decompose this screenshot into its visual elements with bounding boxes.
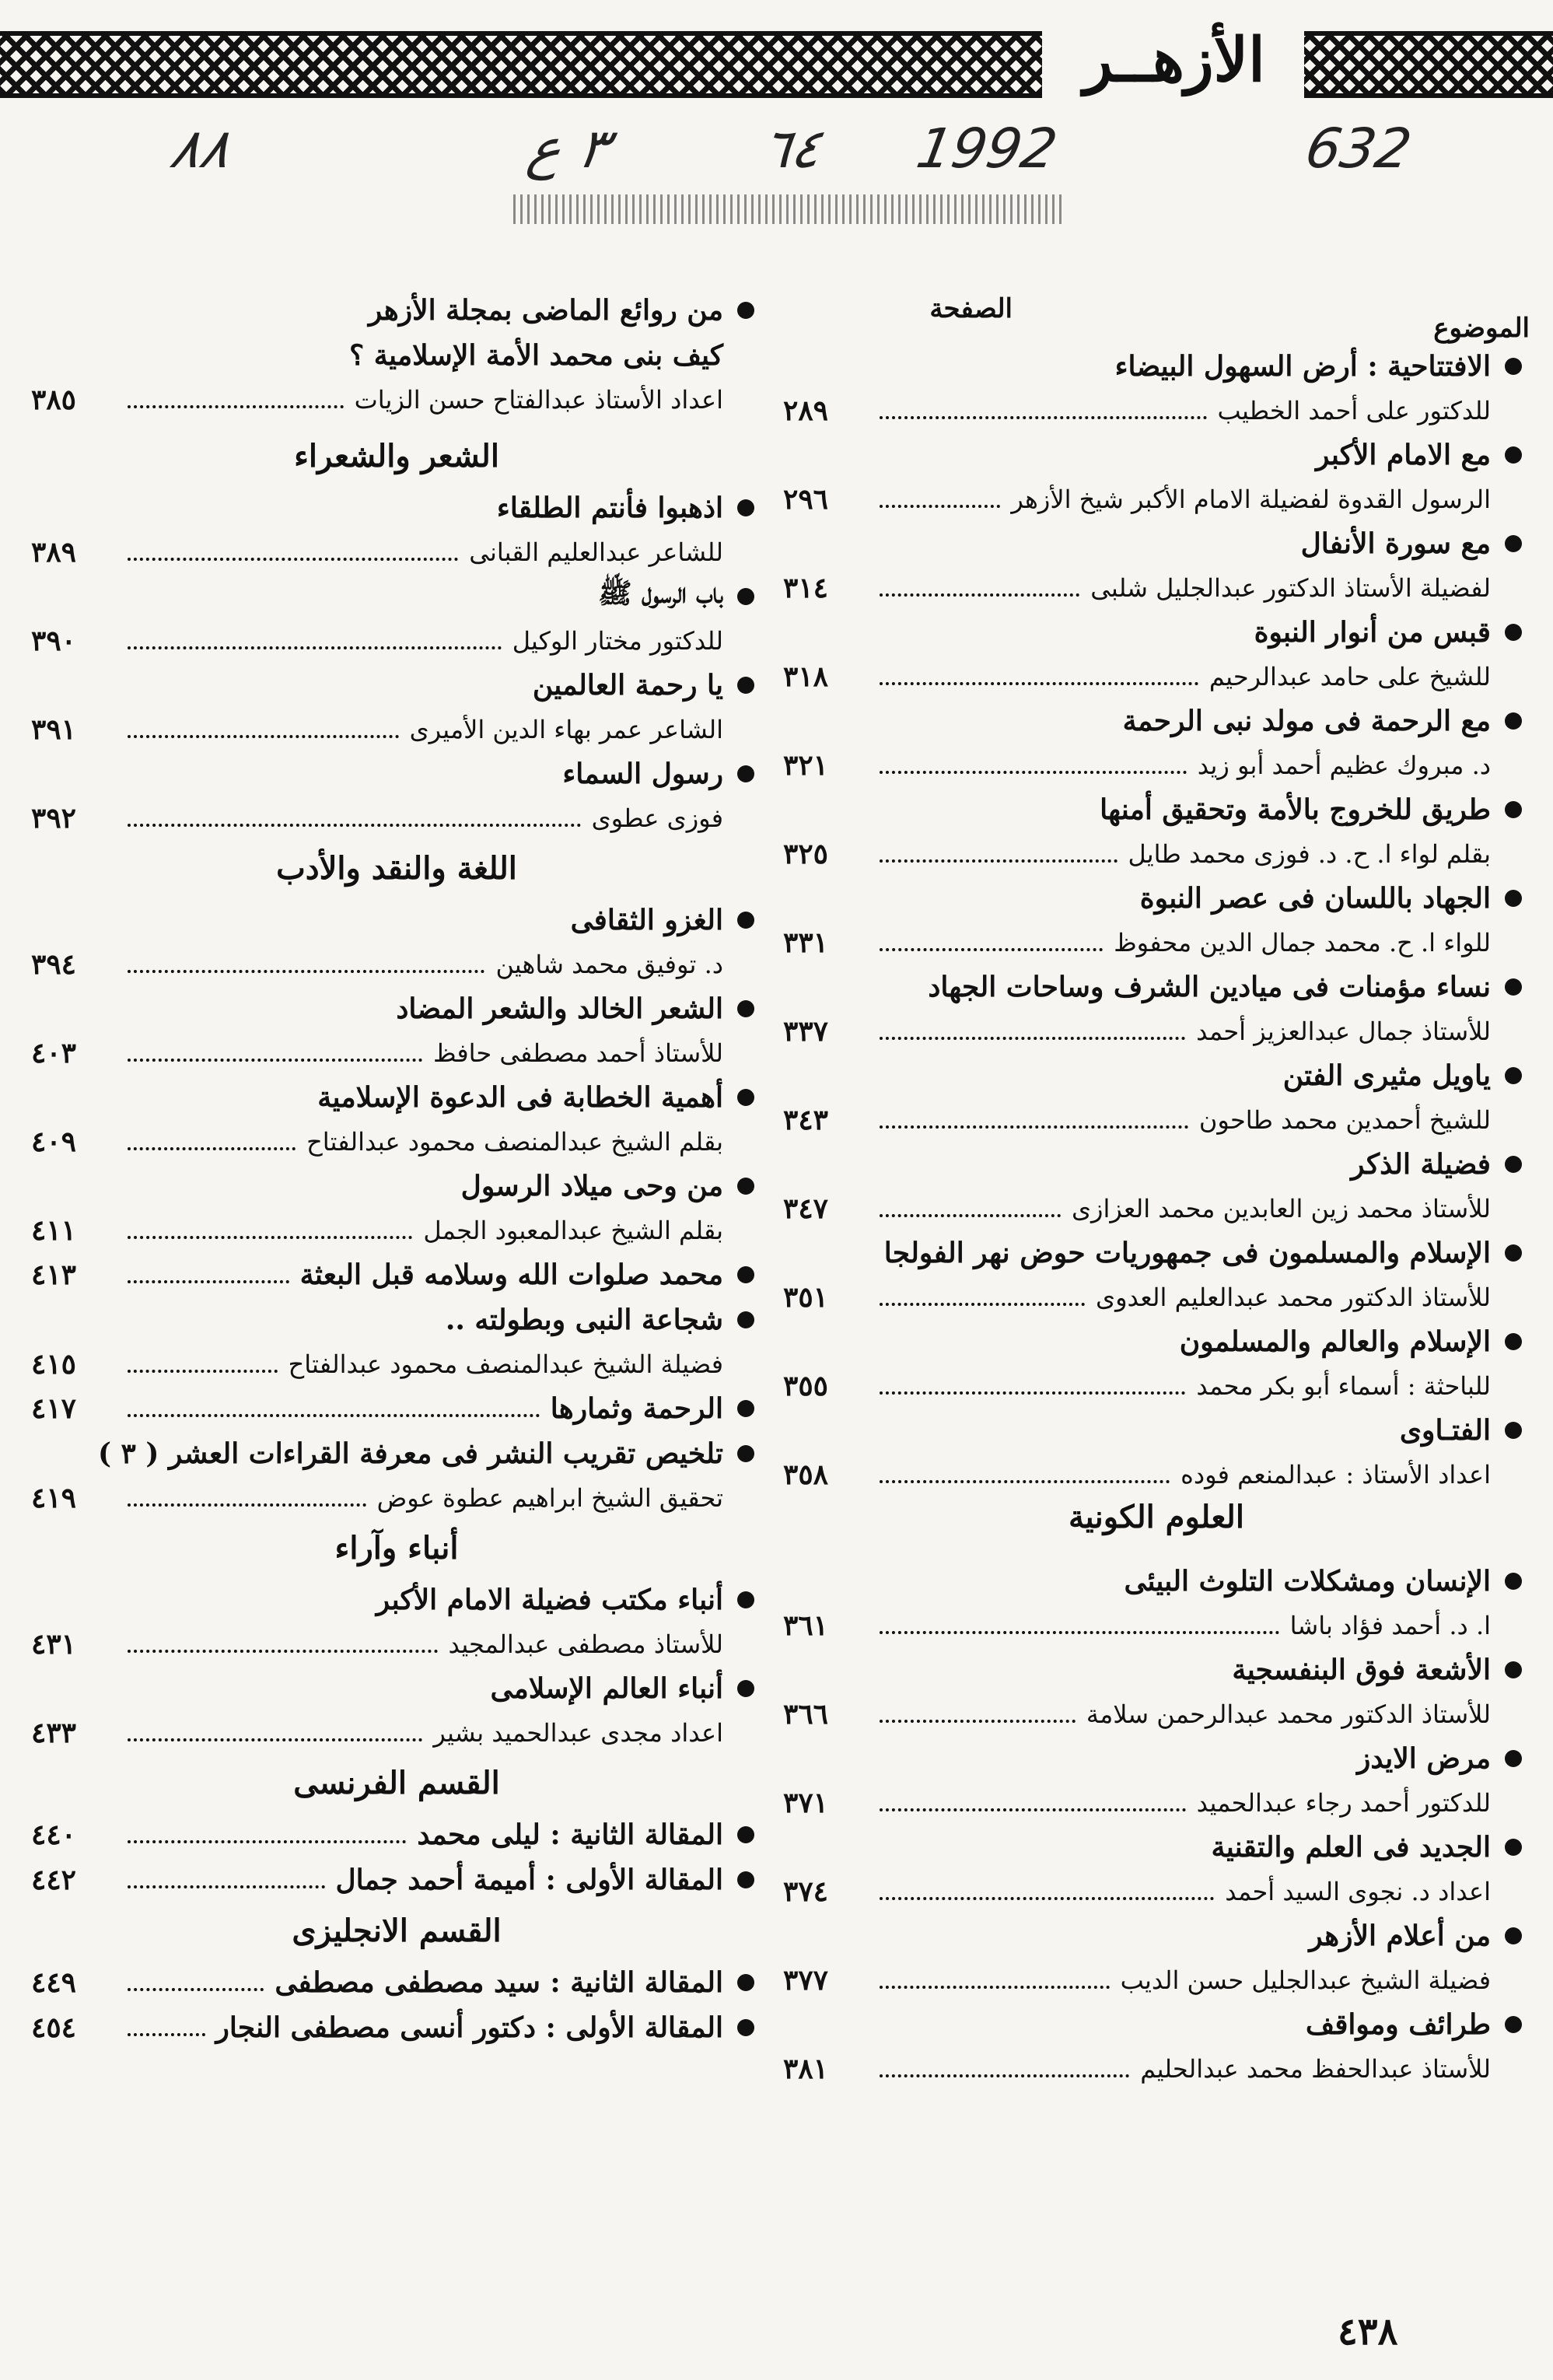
entry-title: اذهبوا فأنتم الطلقاء xyxy=(496,492,723,524)
toc-list xyxy=(783,344,1530,1496)
handwritten-note: ٣ ع xyxy=(523,117,614,180)
toc-entry xyxy=(783,964,1530,1053)
entry-title: مع الرحمة فى مولد نبى الرحمة xyxy=(1122,705,1491,737)
entry-author: للشاعر عبدالعليم القبانى xyxy=(469,537,723,567)
entry-page: ٣٩٠ xyxy=(31,625,77,657)
bullet-icon xyxy=(1505,2016,1522,2033)
entry-title: الفتـاوى xyxy=(1399,1414,1491,1447)
entry-author: للدكتور مختار الوكيل xyxy=(512,626,723,656)
entry-author: تحقيق الشيخ ابراهيم عطوة عوض xyxy=(376,1483,723,1513)
section-heading: أنباء وآراء xyxy=(334,1530,459,1566)
entry-page: ٣١٨ xyxy=(783,660,829,693)
entry-title: باب الرسول ﷺ xyxy=(598,577,723,610)
bullet-icon xyxy=(737,1680,754,1697)
leader-dots xyxy=(880,668,1198,685)
entry-page: ٤٣٣ xyxy=(31,1717,77,1749)
entry-page: ٣٩٢ xyxy=(31,802,77,835)
toc-entry xyxy=(783,1825,1530,1913)
leader-dots xyxy=(128,810,581,827)
bullet-icon xyxy=(1505,890,1522,907)
leader-dots xyxy=(880,491,1000,508)
bullet-icon xyxy=(737,1445,754,1462)
toc-entry xyxy=(783,1230,1530,1319)
toc-list xyxy=(31,1960,762,2050)
entry-author: للشيخ على حامد عبدالرحيم xyxy=(1208,662,1491,691)
entry-author: لفضيلة الأستاذ الدكتور عبدالجليل شلبى xyxy=(1090,573,1491,603)
toc-entry xyxy=(31,288,762,422)
entry-title: الجديد فى العلم والتقنية xyxy=(1211,1831,1491,1864)
leader-dots xyxy=(880,579,1079,597)
entry-page: ٣٩٤ xyxy=(31,948,77,981)
toc-entry xyxy=(783,1319,1530,1408)
entry-page: ٣٢٥ xyxy=(783,838,829,870)
leader-dots xyxy=(880,757,1187,774)
entry-page: ٣٩١ xyxy=(31,713,77,746)
entry-page: ٤٤٢ xyxy=(31,1864,77,1896)
entry-title: مع سورة الأنفال xyxy=(1300,527,1491,560)
entry-author: اعداد مجدى عبدالحميد بشير xyxy=(433,1718,723,1748)
entry-author: للواء ا. ح. محمد جمال الدين محفوظ xyxy=(1114,928,1491,957)
toc-entry xyxy=(31,986,762,1075)
entry-author: اعداد الأستاذ عبدالفتاح حسن الزيات xyxy=(354,385,723,415)
bullet-icon xyxy=(1505,1422,1522,1439)
toc-entry xyxy=(31,898,762,986)
toc-entry xyxy=(783,1913,1530,2002)
toc-entry xyxy=(31,663,762,751)
masthead-title: الأزهــر xyxy=(1083,25,1265,96)
entry-page: ٣٦١ xyxy=(783,1609,829,1642)
entry-page: ٣٣١ xyxy=(783,926,829,959)
leader-dots xyxy=(128,1974,264,1991)
toc-entry xyxy=(31,1577,762,1666)
toc-entry xyxy=(783,344,1530,432)
entry-author: د. توفيق محمد شاهين xyxy=(495,950,723,979)
entry-page: ٣٧٤ xyxy=(783,1875,829,1908)
entry-title: طريق للخروج بالأمة وتحقيق أمنها xyxy=(1100,793,1491,826)
bullet-icon xyxy=(1505,1927,1522,1944)
entry-title: الجهاد باللسان فى عصر النبوة xyxy=(1139,882,1491,915)
bullet-icon xyxy=(737,1266,754,1283)
leader-dots xyxy=(880,1200,1061,1217)
toc-entry xyxy=(31,1812,762,1857)
toc-list xyxy=(31,898,762,1520)
entry-subtitle: كيف بنى محمد الأمة الإسلامية ؟ xyxy=(349,339,723,372)
entry-author: للأستاذ محمد زين العابدين محمد العزازى xyxy=(1072,1194,1491,1223)
leader-dots xyxy=(880,1466,1170,1483)
entry-author: الرسول القدوة لفضيلة الامام الأكبر شيخ الأزهر xyxy=(1011,485,1491,514)
bullet-icon xyxy=(1505,801,1522,818)
bullet-icon xyxy=(1505,1661,1522,1678)
entry-title: من وحى ميلاد الرسول xyxy=(460,1170,723,1202)
bullet-icon xyxy=(737,2019,754,2036)
entry-author: للأستاذ عبدالحفظ محمد عبدالحليم xyxy=(1140,2054,1491,2084)
entry-title: تلخيص تقريب النشر فى معرفة القراءات العشر ( ٣ ) xyxy=(97,1437,723,1470)
topic-header: الموضوع xyxy=(1433,313,1530,344)
bullet-icon xyxy=(737,1826,754,1843)
entry-page: ٣١٤ xyxy=(783,572,829,604)
entry-author: للأستاذ جمال عبدالعزيز أحمد xyxy=(1196,1017,1491,1046)
bullet-icon xyxy=(1505,712,1522,730)
toc-entry xyxy=(783,1142,1530,1230)
entry-page: ٣٨٩ xyxy=(31,536,77,569)
entry-page: ٤٥٤ xyxy=(31,2011,77,2044)
entry-title: شجاعة النبى وبطولته .. xyxy=(445,1304,723,1336)
entry-title: قبس من أنوار النبوة xyxy=(1254,616,1491,649)
bullet-icon xyxy=(737,1974,754,1991)
entry-title: أهمية الخطابة فى الدعوة الإسلامية xyxy=(317,1081,723,1114)
bullet-icon xyxy=(737,1400,754,1417)
leader-dots xyxy=(128,1400,540,1417)
toc-entry xyxy=(31,1666,762,1755)
entry-title: المقالة الأولى : أميمة أحمد جمال xyxy=(335,1864,723,1896)
bullet-icon xyxy=(737,1089,754,1106)
bullet-icon xyxy=(737,1591,754,1608)
entry-author: للباحثة : أسماء أبو بكر محمد xyxy=(1196,1371,1491,1401)
bullet-icon xyxy=(737,1178,754,1195)
toc-entry xyxy=(31,2005,762,2050)
leader-dots xyxy=(880,934,1103,951)
toc-entry xyxy=(31,1960,762,2005)
leader-dots xyxy=(880,1794,1186,1811)
toc-entry xyxy=(783,1647,1530,1736)
toc-list xyxy=(31,1812,762,1902)
leader-dots xyxy=(880,1617,1279,1634)
entry-title: من روائع الماضى بمجلة الأزهر xyxy=(368,294,723,327)
entry-title: من أعلام الأزهر xyxy=(1309,1920,1491,1952)
toc-entry xyxy=(31,1164,762,1252)
bullet-icon xyxy=(1505,1244,1522,1262)
toc-entry xyxy=(783,1053,1530,1142)
toc-entry xyxy=(31,1252,762,1297)
bullet-icon xyxy=(737,1871,754,1888)
entry-title: فضيلة الذكر xyxy=(1351,1148,1491,1181)
entry-title: نساء مؤمنات فى ميادين الشرف وساحات الجهاد xyxy=(928,971,1491,1003)
toc-entry xyxy=(783,1559,1530,1647)
leader-dots xyxy=(128,1724,422,1741)
leader-dots xyxy=(128,1489,366,1507)
page-number: ٤٣٨ xyxy=(1338,2310,1398,2354)
toc-right-column xyxy=(783,289,1530,2091)
toc-entry xyxy=(31,1431,762,1520)
entry-page: ٣٧١ xyxy=(783,1787,829,1819)
toc-entry xyxy=(783,876,1530,964)
entry-author: فضيلة الشيخ عبدالجليل حسن الديب xyxy=(1120,1965,1491,1995)
entry-page: ٣٥٨ xyxy=(783,1458,829,1491)
leader-dots xyxy=(128,1222,412,1239)
handwritten-note: ٨٨ xyxy=(165,117,236,180)
entry-author: للدكتور أحمد رجاء عبدالحميد xyxy=(1196,1788,1491,1818)
entry-author: الشاعر عمر بهاء الدين الأميرى xyxy=(409,715,723,744)
section-heading: اللغة والنقد والأدب xyxy=(276,850,517,887)
leader-dots xyxy=(880,1706,1076,1723)
entry-author: فوزى عطوى xyxy=(591,803,723,833)
entry-title: المقالة الثانية : ليلى محمد xyxy=(417,1818,723,1851)
bullet-icon xyxy=(737,765,754,782)
entry-title: الإسلام والمسلمون فى جمهوريات حوض نهر الفولجا xyxy=(883,1237,1491,1269)
bullet-icon xyxy=(1505,978,1522,996)
toc-list xyxy=(31,1577,762,1755)
entry-title: طرائف ومواقف xyxy=(1305,2008,1491,2041)
toc-entry xyxy=(31,751,762,840)
entry-title: الرحمة وثمارها xyxy=(550,1392,723,1425)
bullet-icon xyxy=(1505,358,1522,375)
entry-page: ٣٤٣ xyxy=(783,1104,829,1136)
entry-author: د. مبروك عظيم أحمد أبو زيد xyxy=(1197,751,1491,780)
entry-author: بقلم الشيخ عبدالمعبود الجمل xyxy=(423,1216,723,1245)
entry-title: ياويل مثيرى الفتن xyxy=(1282,1059,1491,1092)
entry-page: ٣٤٧ xyxy=(783,1192,829,1225)
entry-page: ٣٦٦ xyxy=(783,1698,829,1731)
entry-author: ا. د. أحمد فؤاد باشا xyxy=(1289,1611,1491,1640)
entry-title: الأشعة فوق البنفسجية xyxy=(1232,1654,1491,1686)
entry-author: بقلم لواء ا. ح. د. فوزى محمد طايل xyxy=(1128,839,1491,869)
toc-list xyxy=(783,1559,1530,2091)
entry-page: ٤٤٠ xyxy=(31,1818,77,1851)
leader-dots xyxy=(128,1636,438,1653)
decorative-border-right xyxy=(1304,31,1553,98)
leader-dots xyxy=(128,1356,278,1373)
handwritten-note: 1992 xyxy=(911,117,1062,180)
entry-page: ٤٠٩ xyxy=(31,1125,77,1158)
leader-dots xyxy=(880,1023,1185,1040)
toc-entry xyxy=(31,485,762,574)
bullet-icon xyxy=(1505,1750,1522,1767)
handwritten-note: ٦٤ xyxy=(756,117,827,180)
toc-entry xyxy=(783,521,1530,610)
column-headers xyxy=(783,289,1530,344)
toc-entry xyxy=(783,1408,1530,1496)
toc-entry xyxy=(31,574,762,663)
entry-page: ٤١٩ xyxy=(31,1482,77,1514)
decorative-border-left xyxy=(0,31,1042,98)
entry-page: ٢٩٦ xyxy=(783,483,829,516)
leader-dots xyxy=(880,1972,1110,1989)
entry-author: اعداد الأستاذ : عبدالمنعم فوده xyxy=(1180,1460,1491,1489)
toc-entry xyxy=(783,432,1530,521)
leader-dots xyxy=(128,1871,325,1888)
entry-page: ٤٤٩ xyxy=(31,1966,77,1999)
leader-dots xyxy=(128,632,502,649)
entry-page: ٣٨١ xyxy=(783,2053,829,2085)
handwritten-note: 632 xyxy=(1300,117,1416,180)
entry-author: للأستاذ الدكتور محمد عبدالرحمن سلامة xyxy=(1086,1699,1491,1729)
toc-entry xyxy=(31,1386,762,1431)
bullet-icon xyxy=(1505,1333,1522,1350)
toc-list xyxy=(31,485,762,840)
entry-page: ٤١٣ xyxy=(31,1258,77,1291)
leader-dots xyxy=(128,391,344,408)
bullet-icon xyxy=(1505,1067,1522,1084)
bullet-icon xyxy=(737,588,754,605)
leader-dots xyxy=(880,1111,1188,1129)
toc-entry xyxy=(31,1297,762,1386)
section-heading: العلوم الكونية xyxy=(1069,1499,1244,1535)
toc-entry xyxy=(783,610,1530,698)
bullet-icon xyxy=(737,499,754,516)
entry-title: المقالة الأولى : دكتور أنسى مصطفى النجار xyxy=(215,2011,723,2044)
entry-title: يا رحمة العالمين xyxy=(532,669,723,702)
entry-title: أنباء مكتب فضيلة الامام الأكبر xyxy=(376,1584,723,1616)
section-heading: القسم الانجليزى xyxy=(292,1913,502,1949)
leader-dots xyxy=(128,721,399,738)
section-heading: القسم الفرنسى xyxy=(293,1765,500,1801)
page-header: الصفحة xyxy=(929,293,1013,324)
leader-dots xyxy=(128,1045,422,1062)
leader-dots xyxy=(128,1266,289,1283)
entry-author: للأستاذ مصطفى عبدالمجيد xyxy=(448,1629,723,1659)
entry-author: للأستاذ أحمد مصطفى حافظ xyxy=(433,1038,723,1068)
toc-left-column xyxy=(31,288,762,2050)
entry-page: ٤١١ xyxy=(31,1214,77,1247)
leader-dots xyxy=(128,1826,406,1843)
entry-page: ٤١٧ xyxy=(31,1392,77,1425)
toc-entry xyxy=(31,1857,762,1902)
toc-entry xyxy=(31,1075,762,1164)
entry-page: ٣٢١ xyxy=(783,749,829,782)
leader-dots xyxy=(880,1377,1185,1395)
leader-dots xyxy=(880,845,1118,863)
entry-author: بقلم الشيخ عبدالمنصف محمود عبدالفتاح xyxy=(306,1127,723,1157)
toc-entry xyxy=(783,787,1530,876)
bullet-icon xyxy=(737,677,754,694)
entry-page: ٣٥٥ xyxy=(783,1370,829,1402)
bullet-icon xyxy=(737,912,754,929)
entry-title: رسول السماء xyxy=(562,758,723,790)
bullet-icon xyxy=(1505,624,1522,641)
toc-entry xyxy=(783,1736,1530,1825)
entry-title: الإنسان ومشكلات التلوث البيئى xyxy=(1124,1565,1491,1598)
entry-title: الغزو الثقافى xyxy=(570,904,723,936)
entry-title: الإسلام والعالم والمسلمون xyxy=(1179,1325,1491,1358)
bullet-icon xyxy=(1505,446,1522,464)
entry-page: ٣٣٧ xyxy=(783,1015,829,1048)
leader-dots xyxy=(880,2060,1129,2077)
entry-author: فضيلة الشيخ عبدالمنصف محمود عبدالفتاح xyxy=(288,1349,723,1379)
entry-title: مع الامام الأكبر xyxy=(1316,439,1491,471)
bullet-icon xyxy=(1505,1839,1522,1856)
entry-author: للدكتور على أحمد الخطيب xyxy=(1217,396,1491,425)
entry-author: للأستاذ الدكتور محمد عبدالعليم العدوى xyxy=(1096,1283,1491,1312)
bullet-icon xyxy=(1505,1573,1522,1590)
bullet-icon xyxy=(1505,535,1522,552)
entry-title: الافتتاحية : أرض السهول البيضاء xyxy=(1114,350,1491,383)
entry-title: المقالة الثانية : سيد مصطفى مصطفى xyxy=(275,1966,723,1999)
entry-page: ٤٣١ xyxy=(31,1628,77,1661)
bullet-icon xyxy=(737,1311,754,1328)
entry-title: أنباء العالم الإسلامى xyxy=(490,1672,723,1705)
entry-author: اعداد د. نجوى السيد أحمد xyxy=(1225,1877,1491,1906)
leader-dots xyxy=(128,1133,296,1150)
section-heading: الشعر والشعراء xyxy=(294,438,499,474)
leader-dots xyxy=(880,1289,1085,1306)
entry-page: ٣٨٥ xyxy=(31,383,77,416)
bullet-icon xyxy=(1505,1156,1522,1173)
toc-entry xyxy=(783,2002,1530,2091)
entry-title: الشعر الخالد والشعر المضاد xyxy=(396,992,723,1025)
entry-page: ٢٨٩ xyxy=(783,394,829,427)
entry-author: للشيخ أحمدين محمد طاحون xyxy=(1198,1105,1491,1135)
leader-dots xyxy=(880,1883,1214,1900)
leader-dots xyxy=(880,402,1207,419)
entry-page: ٤١٥ xyxy=(31,1348,77,1381)
bullet-icon xyxy=(737,1000,754,1017)
smudged-line xyxy=(513,194,1065,224)
leader-dots xyxy=(128,956,484,973)
toc-entry xyxy=(783,698,1530,787)
entry-page: ٣٧٧ xyxy=(783,1964,829,1997)
entry-title: محمد صلوات الله وسلامه قبل البعثة xyxy=(299,1258,723,1291)
leader-dots xyxy=(128,544,458,561)
entry-title: مرض الايدز xyxy=(1356,1742,1491,1775)
entry-page: ٤٠٣ xyxy=(31,1037,77,1069)
bullet-icon xyxy=(737,302,754,319)
entry-page: ٣٥١ xyxy=(783,1281,829,1314)
leader-dots xyxy=(128,2019,205,2036)
